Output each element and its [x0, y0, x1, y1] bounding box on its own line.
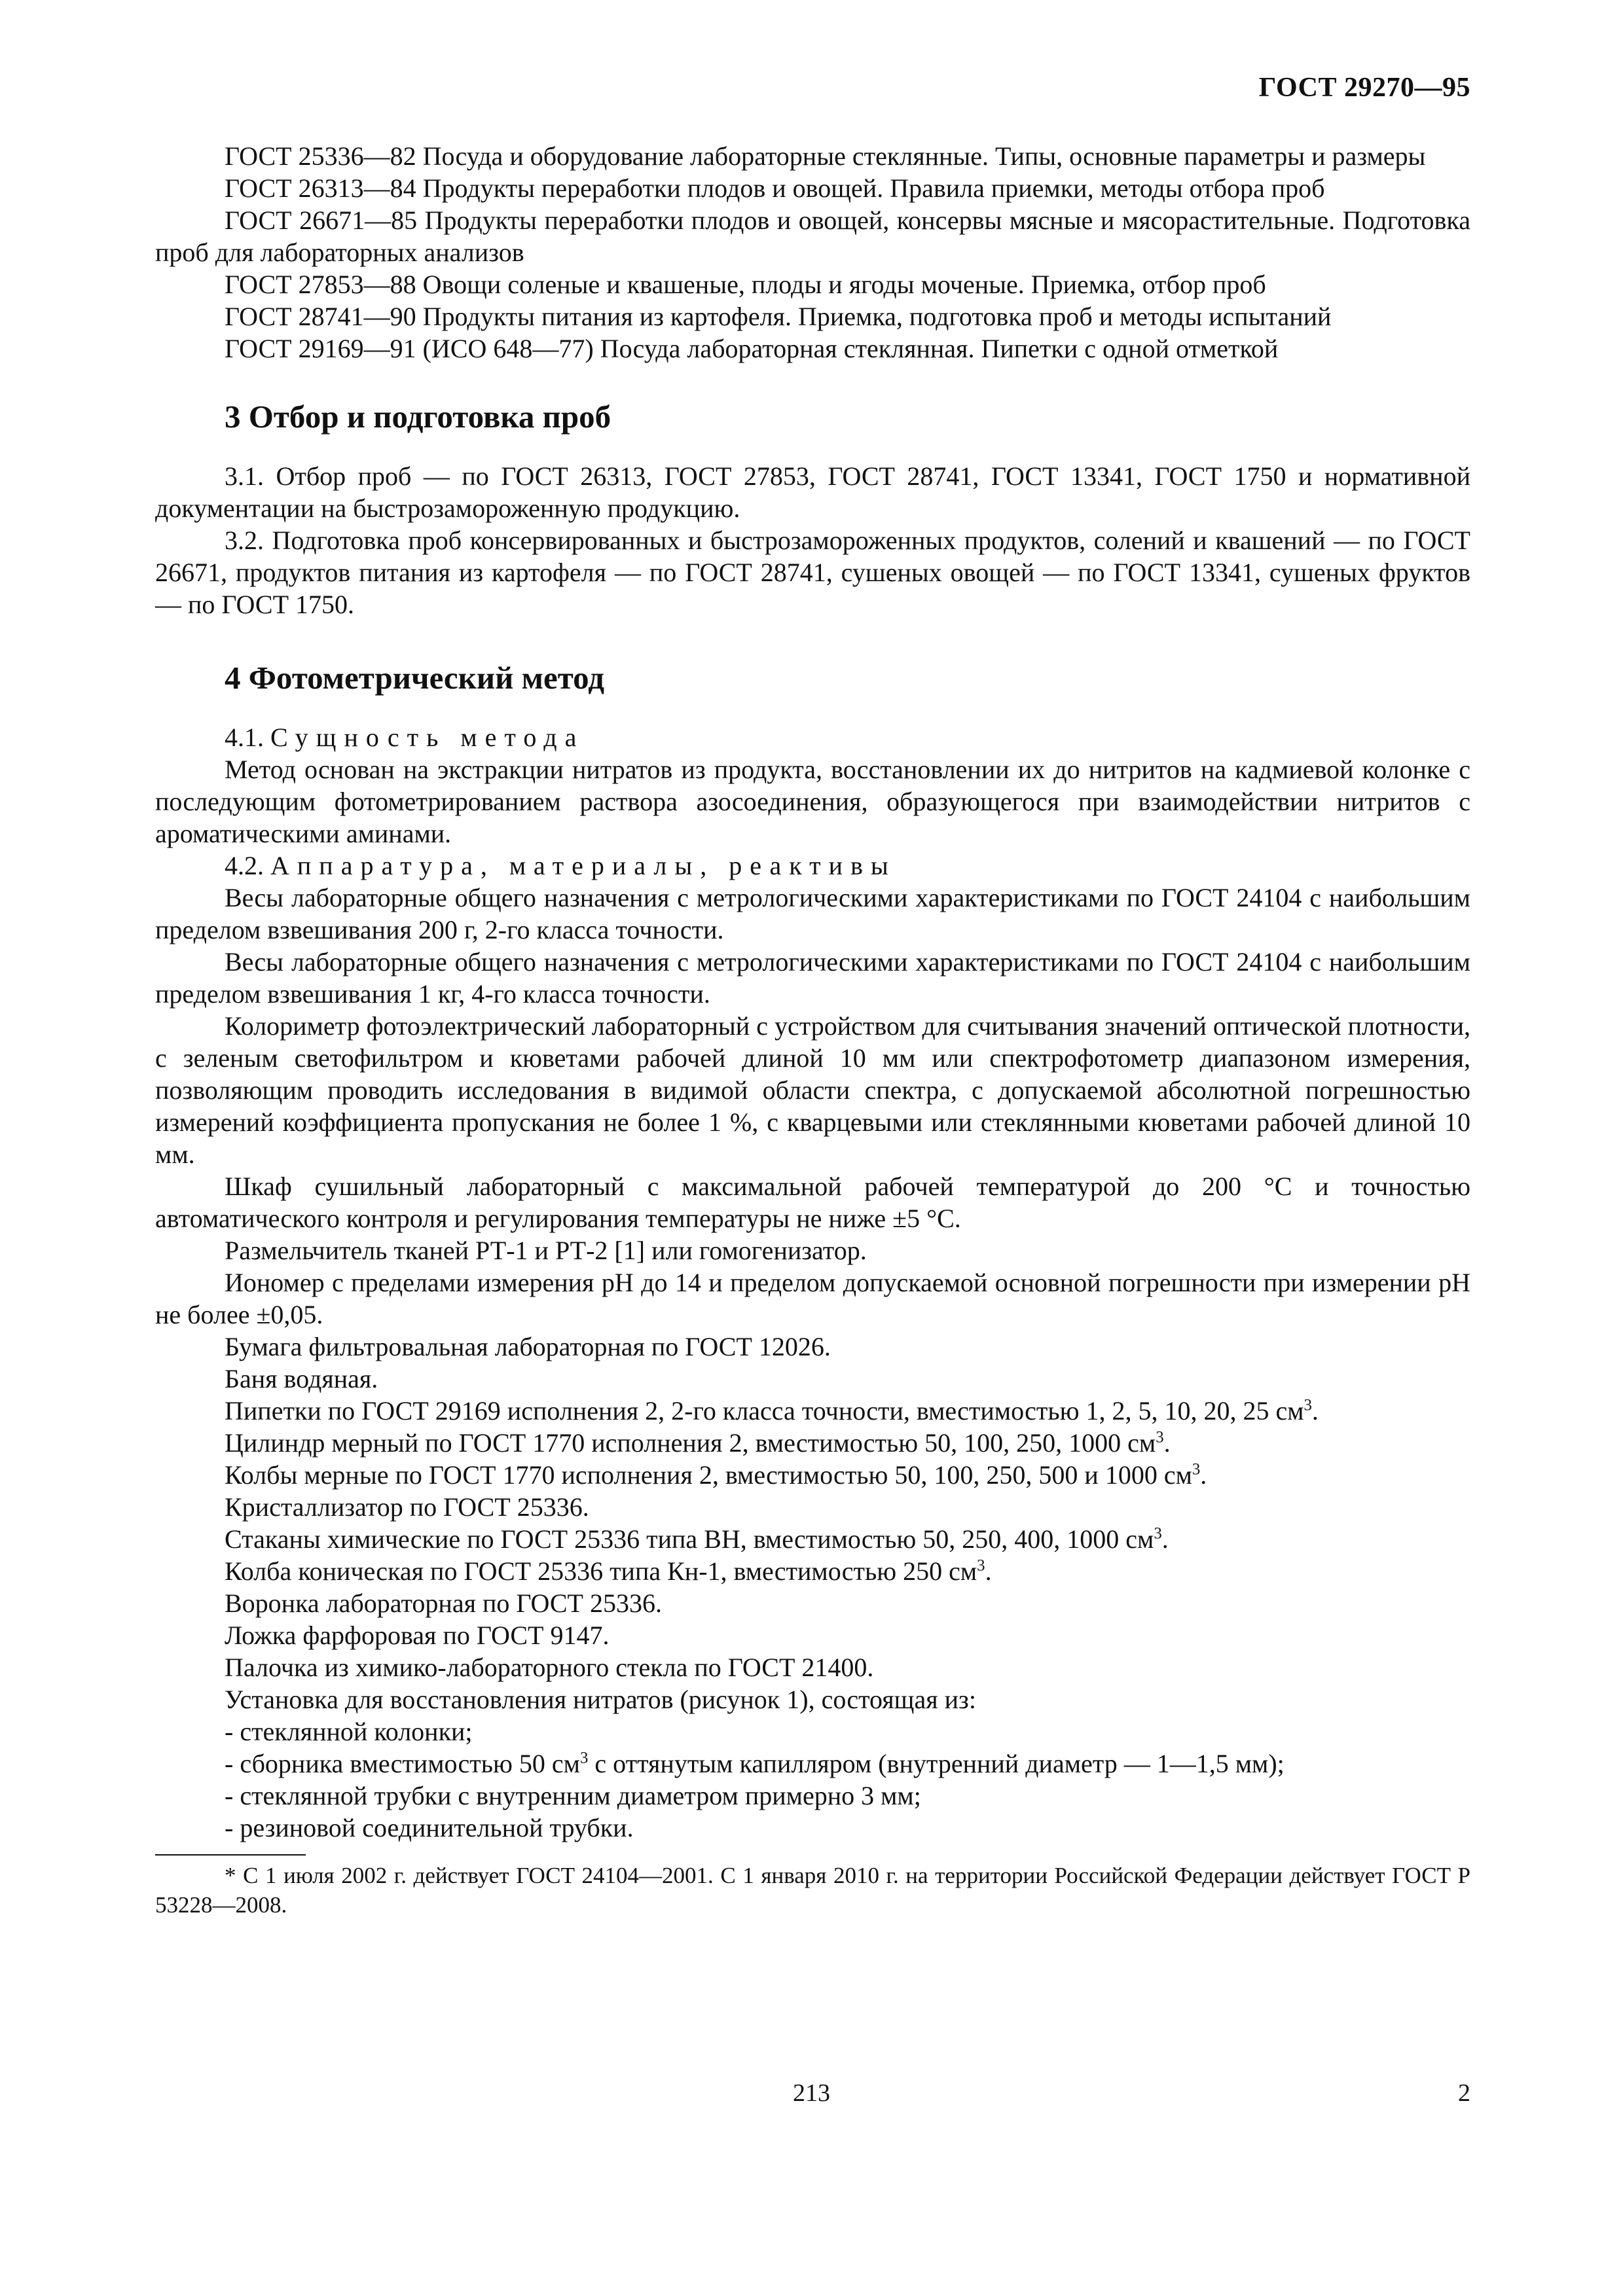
- equipment-item: Кристаллизатор по ГОСТ 25336.: [225, 1492, 589, 1522]
- section-4-title: 4 Фотометрический метод: [225, 660, 605, 696]
- equipment-item: Палочка из химико-лабораторного стекла по ГОСТ 21400.: [225, 1653, 874, 1682]
- equipment-item: Колориметр фотоэлектрический лабораторный с устройством для считывания значений оптической плотности, с зеленым светофильтром и кюветами рабочей длиной 10 мм или спектрофотометр диапазоном измерения, позволяющим проводить исследования в видимой области спектра, с допускаемой абсолютной погрешностью измерений коэффициента пропускания не более 1 %, с кварцевыми или стеклянными кюветами рабочей длиной 10 мм.: [155, 1011, 1470, 1169]
- equipment-list: [155, 882, 1470, 1844]
- equipment-item: Бумага фильтровальная лабораторная по ГОСТ 12026.: [225, 1332, 831, 1361]
- equipment-item: Весы лабораторные общего назначения с метрологическими характеристиками по ГОСТ 24104 с наибольшим пределом взвешивания 200 г, 2-го класса точности.: [155, 883, 1470, 944]
- setup-component: - стеклянной трубки с внутренним диаметром примерно 3 мм;: [225, 1781, 921, 1810]
- equipment-item: Баня водяная.: [225, 1364, 378, 1393]
- reference-item: ГОСТ 29169—91 (ИСО 648—77) Посуда лабораторная стеклянная. Пипетки с одной отметкой: [225, 334, 1279, 363]
- equipment-item: Цилиндр мерный по ГОСТ 1770 исполнения 2, вместимостью 50, 100, 250, 1000 $см^3$.: [225, 1428, 1171, 1458]
- equipment-item: Размельчитель тканей РТ-1 и РТ-2 [1] или гомогенизатор.: [225, 1236, 867, 1265]
- footnote: * С 1 июля 2002 г. действует ГОСТ 24104—2001. С 1 января 2010 г. на территории Российской Федерации действует ГОСТ Р 53228—2008.: [155, 1863, 1470, 1918]
- equipment-item: Воронка лабораторная по ГОСТ 25336.: [225, 1588, 662, 1618]
- method-essence-text: Метод основан на экстракции нитратов из продукта, восстановлении их до нитритов на кадмиевой колонке с последующим фотометрированием раствора азосоединения, образующегося при взаимодействии нитритов с ароматическими аминами.: [155, 755, 1470, 848]
- setup-component: - сборника вместимостью 50 $см^3$ с оттянутым капилляром (внутренний диаметр — 1—1,5 мм);: [225, 1749, 1285, 1778]
- document-body: [155, 140, 1470, 1920]
- footnote-divider: [155, 1854, 306, 1856]
- reference-item: ГОСТ 26671—85 Продукты переработки плодов и овощей, консервы мясные и мясорастительные. Подготовка проб для лабораторных анализов: [155, 206, 1470, 267]
- equipment-item: Пипетки по ГОСТ 29169 исполнения 2, 2-го класса точности, вместимостью 1, 2, 5, 10, 20, 25 $см^3$.: [225, 1396, 1319, 1426]
- reference-item: ГОСТ 26313—84 Продукты переработки плодов и овощей. Правила приемки, методы отбора проб: [225, 173, 1325, 203]
- equipment-item: Колба коническая по ГОСТ 25336 типа Кн-1, вместимостью 250 $см^3$.: [225, 1556, 992, 1586]
- subsection-number: 4.2.: [225, 851, 264, 880]
- equipment-item: Шкаф сушильный лабораторный с максимальной рабочей температурой до 200 °С и точностью автоматического контроля и регулирования температуры не ниже ±5 °С.: [155, 1172, 1470, 1233]
- subsection-title: Сущность метода: [270, 723, 585, 752]
- page-number-center: 213: [793, 2079, 830, 2107]
- reference-item: ГОСТ 27853—88 Овощи соленые и квашеные, плоды и ягоды моченые. Приемка, отбор проб: [225, 270, 1266, 299]
- setup-component: - стеклянной колонки;: [225, 1717, 473, 1746]
- normative-references: [155, 140, 1470, 365]
- equipment-item: Весы лабораторные общего назначения с метрологическими характеристиками по ГОСТ 24104 с наибольшим пределом взвешивания 1 кг, 4-го класса точности.: [155, 947, 1470, 1009]
- running-header: ГОСТ 29270—95: [1258, 73, 1470, 103]
- equipment-item: Колбы мерные по ГОСТ 1770 исполнения 2, вместимостью 50, 100, 250, 500 и 1000 $см^3$.: [225, 1460, 1207, 1490]
- reference-item: ГОСТ 25336—82 Посуда и оборудование лабораторные стеклянные. Типы, основные параметры и размеры: [225, 141, 1426, 171]
- section-3-paragraph-1: 3.1. Отбор проб — по ГОСТ 26313, ГОСТ 27853, ГОСТ 28741, ГОСТ 13341, ГОСТ 1750 и нормативной документации на быстрозамороженную продукцию.: [155, 461, 1470, 523]
- equipment-item: Иономер с пределами измерения pH до 14 и пределом допускаемой основной погрешности при измерении pH не более ±0,05.: [155, 1268, 1470, 1329]
- section-3-paragraph-2: 3.2. Подготовка проб консервированных и быстрозамороженных продуктов, солений и квашений — по ГОСТ 26671, продуктов питания из картофеля — по ГОСТ 28741, сушеных овощей — по ГОСТ 13341, сушеных фруктов — по ГОСТ 1750.: [155, 526, 1470, 619]
- subsection-number: 4.1.: [225, 723, 264, 752]
- subsection-title: Аппаратура, материалы, реактивы: [270, 851, 896, 880]
- equipment-item: Установка для восстановления нитратов (рисунок 1), состоящая из:: [225, 1685, 976, 1714]
- page-number-right: 2: [1458, 2079, 1470, 2107]
- subsection-4-2-heading: [155, 850, 1470, 882]
- section-3-title: 3 Отбор и подготовка проб: [225, 399, 611, 435]
- equipment-item: Стаканы химические по ГОСТ 25336 типа ВН, вместимостью 50, 250, 400, 1000 $см^3$.: [225, 1524, 1169, 1554]
- equipment-item: Ложка фарфоровая по ГОСТ 9147.: [225, 1621, 610, 1650]
- reference-item: ГОСТ 28741—90 Продукты питания из картофеля. Приемка, подготовка проб и методы испытаний: [225, 302, 1332, 331]
- subsection-4-1-heading: [155, 721, 1470, 753]
- setup-component: - резиновой соединительной трубки.: [225, 1813, 634, 1842]
